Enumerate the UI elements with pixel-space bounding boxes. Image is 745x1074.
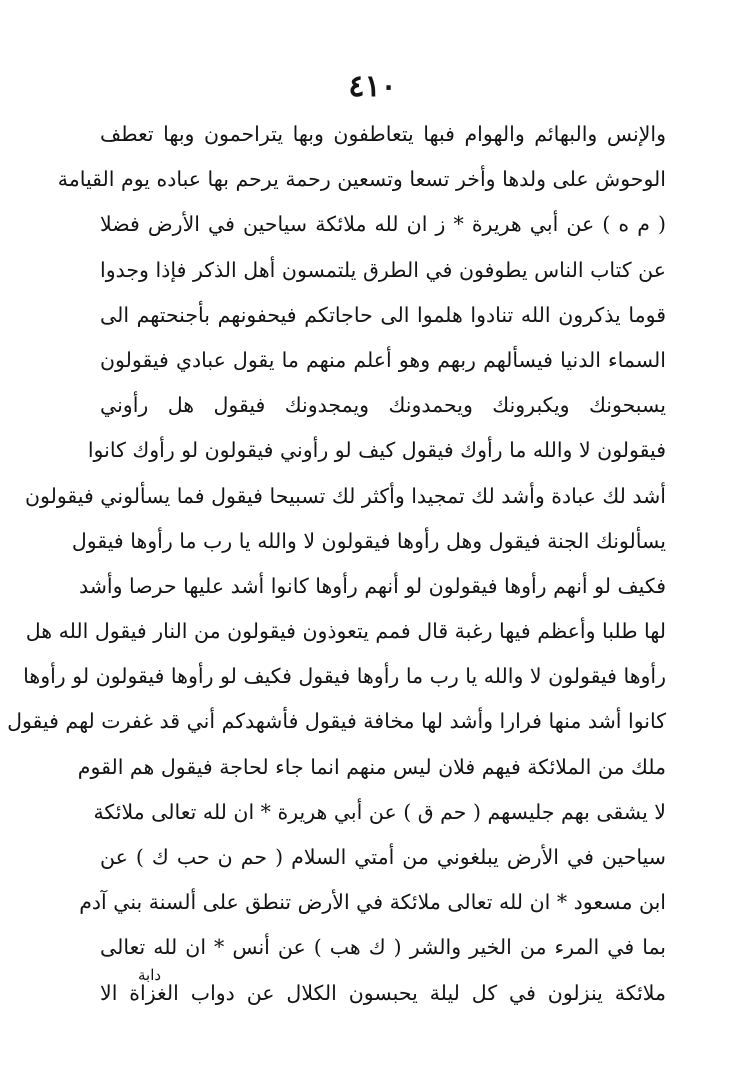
text-line: يسبحونك ويكبرونك ويحمدونك ويمجدونك فيقول هل رأوني — [100, 393, 666, 418]
text-line: ملائكة ينزلون في كل ليلة يحبسون الكلال عن دواب الغزاة الا — [100, 980, 666, 1005]
text-line: بما في المرء من الخير والشر ( ك هب ) عن أنس * ان لله تعالى — [100, 935, 666, 960]
text-line: ابن مسعود * ان لله تعالى ملائكة في الأرض تنطق على ألسنة بني آدم — [79, 890, 666, 915]
text-line: لا يشقى بهم جليسهم ( حم ق ) عن أبي هريرة * ان لله تعالى ملائكة — [93, 799, 666, 824]
text-line: لها طلبا وأعظم فيها رغبة قال فمم يتعوذون فيقولون من النار فيقول الله هل — [25, 619, 666, 644]
text-line: يسألونك الجنة فيقول وهل رأوها فيقولون لا والله يا رب ما رأوها فيقول — [71, 528, 666, 553]
text-line: فيقولون لا والله ما رأوك فيقول كيف لو رأوني فيقولون لو رأوك كانوا — [87, 438, 666, 463]
text-line: الوحوش على ولدها وأخر تسعا وتسعين رحمة يرحم بها عباده يوم القيامة — [57, 167, 666, 192]
text-line: قوما يذكرون الله تنادوا هلموا الى حاجاتكم فيحفونهم بأجنحتهم الى — [100, 302, 666, 327]
text-line: أشد لك عبادة وأشد لك تمجيدا وأكثر لك تسبيحا فيقول فما يسألوني فيقولون — [24, 483, 666, 508]
page-number: ٤١٠ — [348, 69, 397, 104]
text-line: والإنس والبهائم والهوام فبها يتعاطفون وبها يتراحمون وبها تعطف — [100, 122, 666, 146]
body-text — [7, 112, 666, 1016]
text-line: كانوا أشد منها فرارا وأشد لها مخافة فيقول فأشهدكم أني قد غفرت لهم فيقول — [7, 709, 666, 734]
text-line: فكيف لو أنهم رأوها فيقولون لو أنهم رأوها كانوا أشد عليها حرصا وأشد — [78, 573, 666, 598]
text-line: سياحين في الأرض يبلغوني من أمتي السلام ( حم ن حب ك ) عن — [100, 845, 666, 869]
catchword: دابة — [138, 966, 162, 984]
text-line: عن كتاب الناس يطوفون في الطرق يلتمسون أهل الذكر فإذا وجدوا — [100, 257, 666, 282]
text-line: السماء الدنيا فيسألهم ربهم وهو أعلم منهم ما يقول عبادي فيقولون — [100, 347, 666, 372]
text-line: ( م ه ) عن أبي هريرة * ز ان لله ملائكة سياحين في الأرض فضلا — [100, 212, 666, 237]
text-line: ملك من الملائكة فيهم فلان ليس منهم انما جاء لحاجة فيقول هم القوم — [77, 754, 666, 779]
text-line: رأوها فيقولون لا والله يا رب ما رأوها فيقول فكيف لو رأوها فيقولون لو رأوها — [23, 664, 666, 689]
